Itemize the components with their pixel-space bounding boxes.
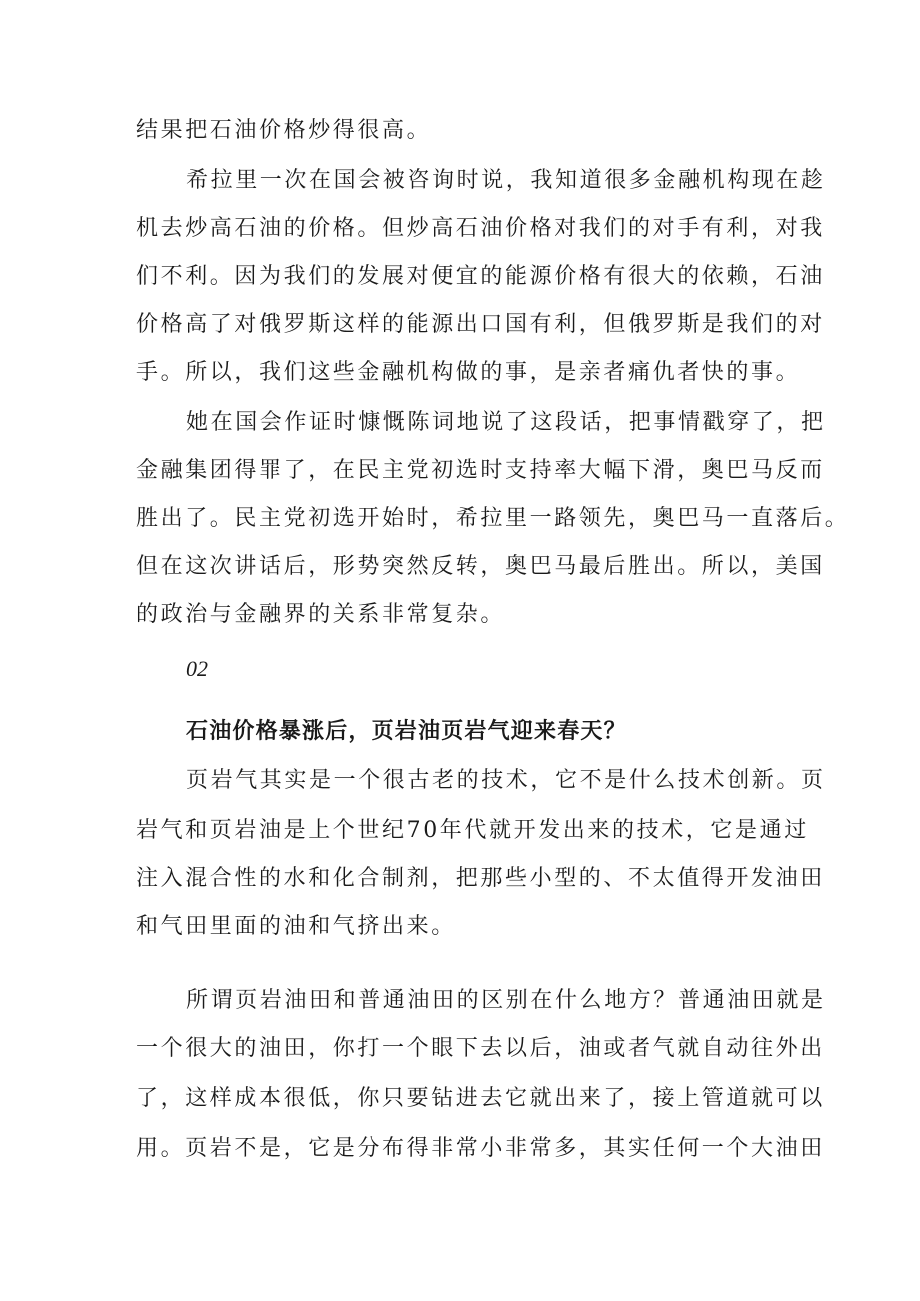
paragraph-line: 们不利。因为我们的发展对便宜的能源价格有很大的依赖，石油 xyxy=(136,264,825,289)
paragraph-line: 机去炒高石油的价格。但炒高石油价格对我们的对手有利，对我 xyxy=(136,216,825,241)
paragraph-line: 手。所以，我们这些金融机构做的事，是亲者痛仇者快的事。 xyxy=(136,360,801,385)
paragraph-line: 但在这次讲话后，形势突然反转，奥巴马最后胜出。所以，美国 xyxy=(136,554,825,579)
paragraph-line: 和气田里面的油和气挤出来。 xyxy=(136,914,456,939)
paragraph-line: 所谓页岩油田和普通油田的区别在什么地方？普通油田就是 xyxy=(186,988,826,1013)
paragraph-line: 页岩气其实是一个很古老的技术，它不是什么技术创新。页 xyxy=(186,768,826,793)
paragraph-line: 用。页岩不是，它是分布得非常小非常多，其实任何一个大油田 xyxy=(136,1136,825,1161)
section-heading: 石油价格暴涨后，页岩油页岩气迎来春天？ xyxy=(186,718,627,744)
paragraph-line: 胜出了。民主党初选开始时，希拉里一路领先，奥巴马一直落后。 xyxy=(136,506,850,531)
paragraph-line: 价格高了对俄罗斯这样的能源出口国有利，但俄罗斯是我们的对 xyxy=(136,312,825,337)
paragraph-line: 金融集团得罪了，在民主党初选时支持率大幅下滑，奥巴马反而 xyxy=(136,458,825,483)
paragraph-line: 的政治与金融界的关系非常复杂。 xyxy=(136,602,506,627)
section-number: 02 xyxy=(186,656,208,681)
paragraph-line: 她在国会作证时慷慨陈词地说了这段话，把事情戳穿了，把 xyxy=(186,410,826,435)
paragraph-line: 结果把石油价格炒得很高。 xyxy=(136,118,432,143)
paragraph-line: 注入混合性的水和化合制剂，把那些小型的、不太值得开发油田 xyxy=(136,866,825,891)
paragraph-line: 了，这样成本很低，你只要钻进去它就出来了，接上管道就可以 xyxy=(136,1086,825,1111)
paragraph-line: 一个很大的油田，你打一个眼下去以后，油或者气就自动往外出 xyxy=(136,1036,825,1061)
paragraph-line: 岩气和页岩油是上个世纪70年代就开发出来的技术，它是通过 xyxy=(136,818,809,843)
paragraph-line: 希拉里一次在国会被咨询时说，我知道很多金融机构现在趁 xyxy=(186,168,826,193)
